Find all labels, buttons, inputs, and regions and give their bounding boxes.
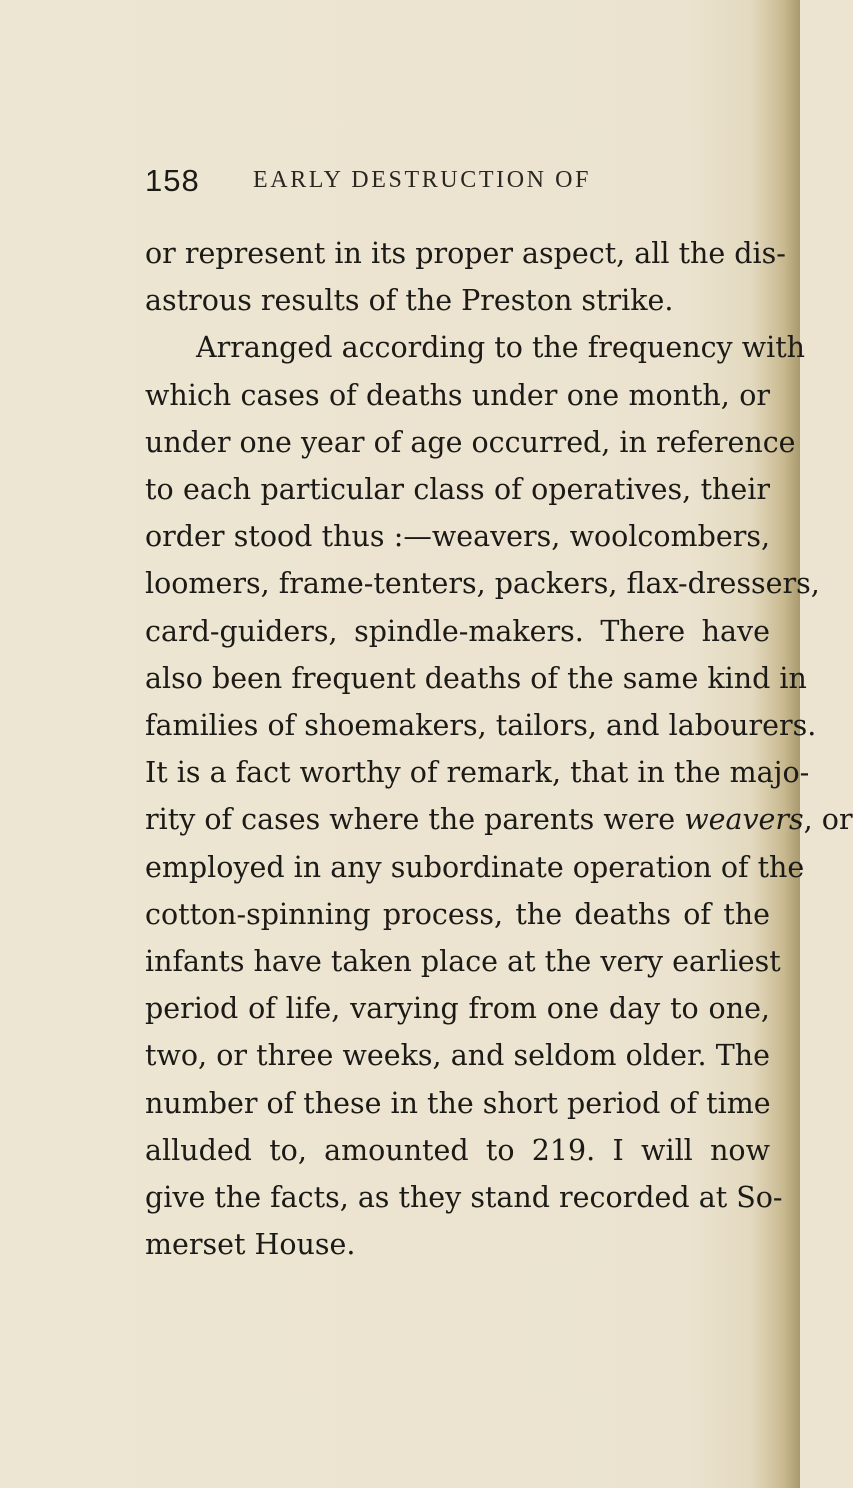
italic-word: weavers [684,803,804,837]
text-line: which cases of deaths under one month, or [145,378,770,412]
text-line: cotton-spinning process, the deaths of the [145,897,770,931]
text-line: card-guiders, spindle-makers. There have [145,614,770,648]
text-line: loomers, frame-tenters, packers, flax-dressers, [145,567,820,601]
text-line: order stood thus :—weavers, woolcombers, [145,520,770,554]
text-line: to each particular class of operatives, their [145,473,770,507]
text-line: merset House. [145,1228,356,1262]
text-line: two, or three weeks, and seldom older. The [145,1039,770,1073]
text-line [145,796,853,843]
body-text [145,230,853,1268]
page-header [145,163,775,199]
page-number: 158 [145,163,200,198]
text-line: families of shoemakers, tailors, and labourers. [145,709,817,743]
text-fragment: rity of cases where the parents were [145,803,685,837]
text-line: employed in any subordinate operation of the [145,850,805,884]
text-fragment: , or [803,803,853,837]
text-line: period of life, varying from one day to one, [145,992,770,1026]
text-line: Arranged according to the frequency with [196,331,806,365]
text-line: It is a fact worthy of remark, that in the majo- [145,756,810,790]
text-line: give the facts, as they stand recorded at So- [145,1181,783,1215]
text-line: also been frequent deaths of the same kind in [145,661,807,695]
text-line: number of these in the short period of time [145,1086,771,1120]
text-line: under one year of age occurred, in reference [145,425,796,459]
running-head: EARLY DESTRUCTION OF [253,167,592,193]
text-line: infants have taken place at the very earliest [145,945,781,979]
text-line: astrous results of the Preston strike. [145,284,674,318]
text-line: or represent in its proper aspect, all the dis- [145,237,786,270]
text-line: alluded to, amounted to 219. I will now [145,1133,770,1167]
